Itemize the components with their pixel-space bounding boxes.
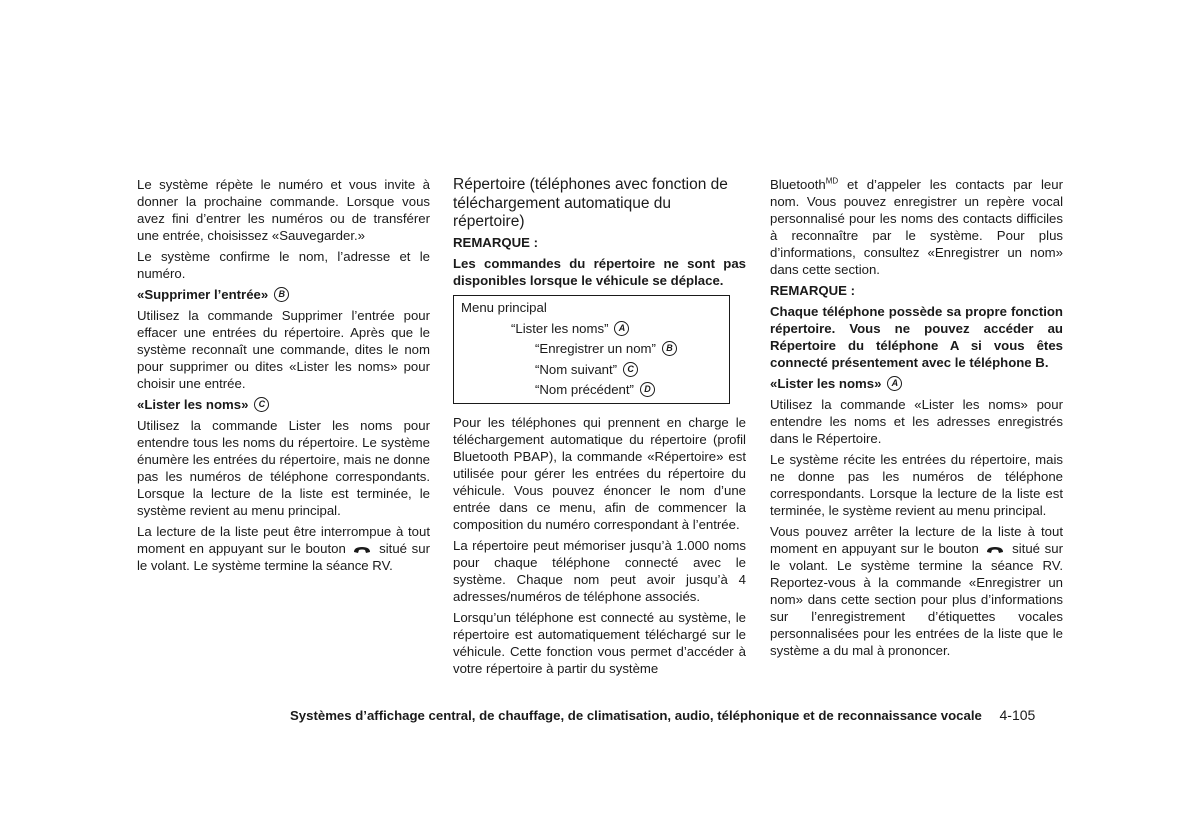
menu-item-label: “Enregistrer un nom”: [535, 341, 656, 357]
page-footer: [290, 707, 1090, 723]
menu-item-label: “Nom précédent”: [535, 382, 634, 398]
menu-item-label: “Nom suivant”: [535, 361, 618, 377]
section-title: Répertoire (téléphones avec fonction de téléchargement automatique du répertoire): [453, 176, 728, 230]
paragraph-text: Bluetooth: [770, 177, 826, 192]
callout-a-icon: A: [614, 321, 629, 336]
heading-text: «Lister les noms»: [137, 397, 249, 412]
remarque-label: REMARQUE :: [453, 234, 538, 250]
remarque-note: Chaque téléphone possède sa propre fonction répertoire. Vous ne pouvez accéder au Répertoire du téléphone A si vous êtes connecté présentement avec le téléphone B.: [770, 304, 1063, 370]
menu-item: [461, 380, 722, 401]
menu-title: [461, 298, 722, 319]
heading-text: «Lister les noms»: [770, 376, 882, 391]
callout-c-icon: C: [254, 397, 269, 412]
callout-d-icon: D: [640, 382, 655, 397]
footer-title: Systèmes d’affichage central, de chauffage, de climatisation, audio, téléphonique et de reconnaissance vocale: [290, 708, 982, 723]
remarque-note: Les commandes du répertoire ne sont pas disponibles lorsque le véhicule se déplace.: [453, 255, 746, 288]
paragraph: Lorsqu’un téléphone est connecté au système, le répertoire est automatiquement téléchargé sur le véhicule. Cette fonction vous permet d’accéder à votre répertoire à partir du système: [453, 610, 746, 676]
paragraph: Le système confirme le nom, l’adresse et le numéro.: [137, 249, 430, 281]
section-heading-lister: [137, 396, 430, 413]
paragraph: [770, 176, 1063, 278]
paragraph-text: La lecture de la liste peut être interrompue à tout moment en appuyant sur le bouton: [137, 524, 430, 556]
section-heading-lister: [770, 375, 1063, 392]
menu-item-label: “Lister les noms”: [511, 320, 609, 336]
paragraph: Utilisez la commande «Lister les noms» pour entendre les noms et les adresses enregistrés dans le Répertoire.: [770, 397, 1063, 446]
section-heading-supprimer: [137, 286, 430, 303]
paragraph-text: Vous pouvez arrêter la lecture de la liste à tout moment en appuyant sur le bouton: [770, 524, 1063, 556]
phone-hangup-icon: [986, 546, 1004, 554]
menu-item: [461, 339, 722, 360]
paragraph: Pour les téléphones qui prennent en charge le téléchargement automatique du répertoire (profil Bluetooth PBAP), la commande «Répertoire» est utilisée pour gérer les entrées du répertoire du véhicule. Vous pouvez énoncer le nom d’une entrée dans ce menu, afin de commencer la composition du numéro correspondant à l’entrée.: [453, 415, 746, 532]
callout-b-icon: B: [662, 341, 677, 356]
paragraph: [770, 523, 1063, 659]
paragraph: Le système récite les entrées du répertoire, mais ne donne pas les numéros de téléphone correspondants. Lorsque la lecture de la liste est terminée, le système revient au menu principal.: [770, 452, 1063, 518]
paragraph: Utilisez la commande Lister les noms pour entendre tous les noms du répertoire. Le système énumère les entrées du répertoire, mais ne donne pas les numéros de téléphone correspondants. Lorsque la lecture de la liste est terminée, le système revient au menu principal.: [137, 418, 430, 518]
page-number: 4-105: [999, 707, 1036, 723]
paragraph: La répertoire peut mémoriser jusqu’à 1.000 noms pour chaque téléphone connecté avec le système. Chaque nom peut avoir jusqu’à 4 adresses/numéros de téléphone associés.: [453, 538, 746, 604]
remarque-label: REMARQUE :: [770, 283, 855, 298]
phone-hangup-icon: [353, 546, 371, 554]
column-middle: [453, 176, 746, 681]
voice-menu-box: [453, 295, 730, 405]
callout-b-icon: B: [274, 287, 289, 302]
menu-item: [461, 318, 722, 339]
heading-text: «Supprimer l’entrée»: [137, 287, 269, 302]
callout-c-icon: C: [623, 362, 638, 377]
column-left: [137, 176, 430, 578]
paragraph: [137, 523, 430, 574]
paragraph: Utilisez la commande Supprimer l’entrée pour effacer une entrées du répertoire. Après que le système reconnaît une commande, dites le nom pour supprimer ou dites «Lister les noms» pour choisir une entrée.: [137, 308, 430, 391]
trademark-sup: MD: [825, 176, 839, 186]
paragraph-text: et d’appeler les contacts par leur nom. Vous pouvez enregistrer un repère vocal personnalisé pour les noms des contacts difficiles à reconnaître par le système. Pour plus d’informations, consultez «Enregistrer un nom» dans cette section.: [770, 177, 1063, 277]
paragraph-text: situé sur le volant. Le système termine la séance RV. Reportez-vous à la commande «Enregistrer un nom» dans cette section pour plus d’informations sur l’enregistrement d’étiquettes vocales personnalisées pour les entrées de la liste que le système a du mal à prononcer.: [770, 541, 1063, 658]
paragraph: Le système répète le numéro et vous invite à donner la prochaine commande. Lorsque vous avez fini d’entrer les numéros ou de transférer une entrée, choisissez «Sauvegarder.»: [137, 177, 430, 243]
menu-title-text: Menu principal: [461, 300, 547, 316]
callout-a-icon: A: [887, 376, 902, 391]
menu-item: [461, 359, 722, 380]
column-right: [770, 176, 1063, 663]
paragraph-text: situé sur le volant. Le système termine la séance RV.: [137, 541, 430, 573]
